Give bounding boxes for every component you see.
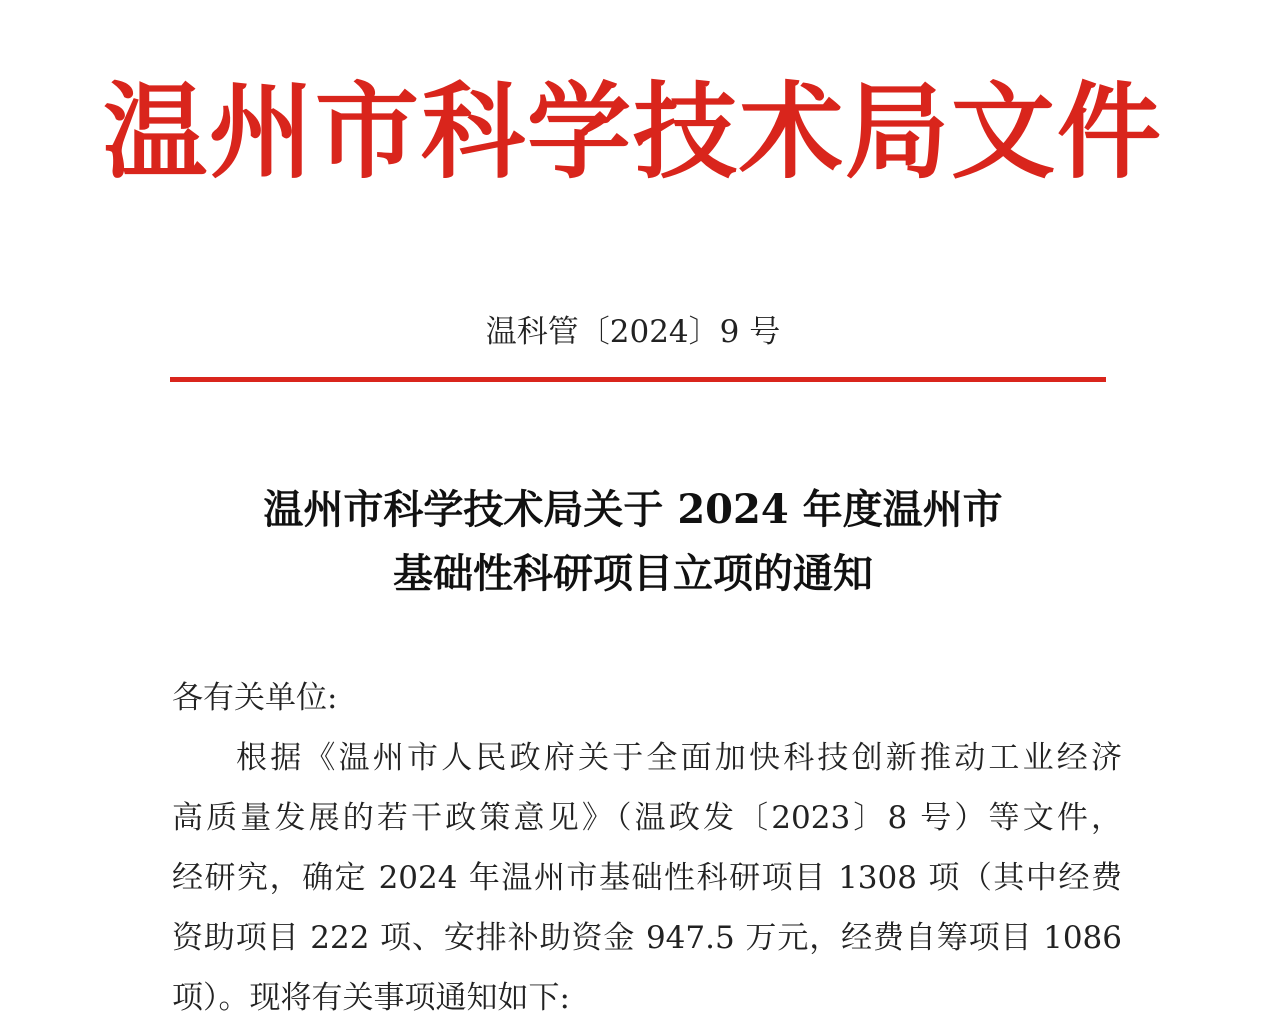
body-paragraph [172,728,1122,1028]
document-number: 温科管〔2024〕9 号 [485,314,781,350]
paragraph-line: 经研究，确定 2024 年温州市基础性科研项目 1308 项（其中经费 [172,860,1122,896]
masthead-title: 温州市科学技术局文件 [102,70,1163,193]
notice-body [172,668,1122,1028]
salutation: 各有关单位: [172,680,338,716]
paragraph-line: 资助项目 222 项、安排补助资金 947.5 万元，经费自筹项目 1086 [172,920,1122,956]
paragraph-line: 高质量发展的若干政策意见》（温政发〔2023〕8 号）等文件， [172,800,1122,836]
notice-title-line-1: 温州市科学技术局关于 2024 年度温州市 [263,486,1003,533]
paragraph-line: 根据《温州市人民政府关于全面加快科技创新推动工业经济 [236,740,1122,776]
notice-title-line-2: 基础性科研项目立项的通知 [393,550,873,597]
red-separator-rule [170,377,1106,382]
paragraph-line: 项）。现将有关事项通知如下: [172,980,570,1016]
notice-title [0,478,1266,606]
